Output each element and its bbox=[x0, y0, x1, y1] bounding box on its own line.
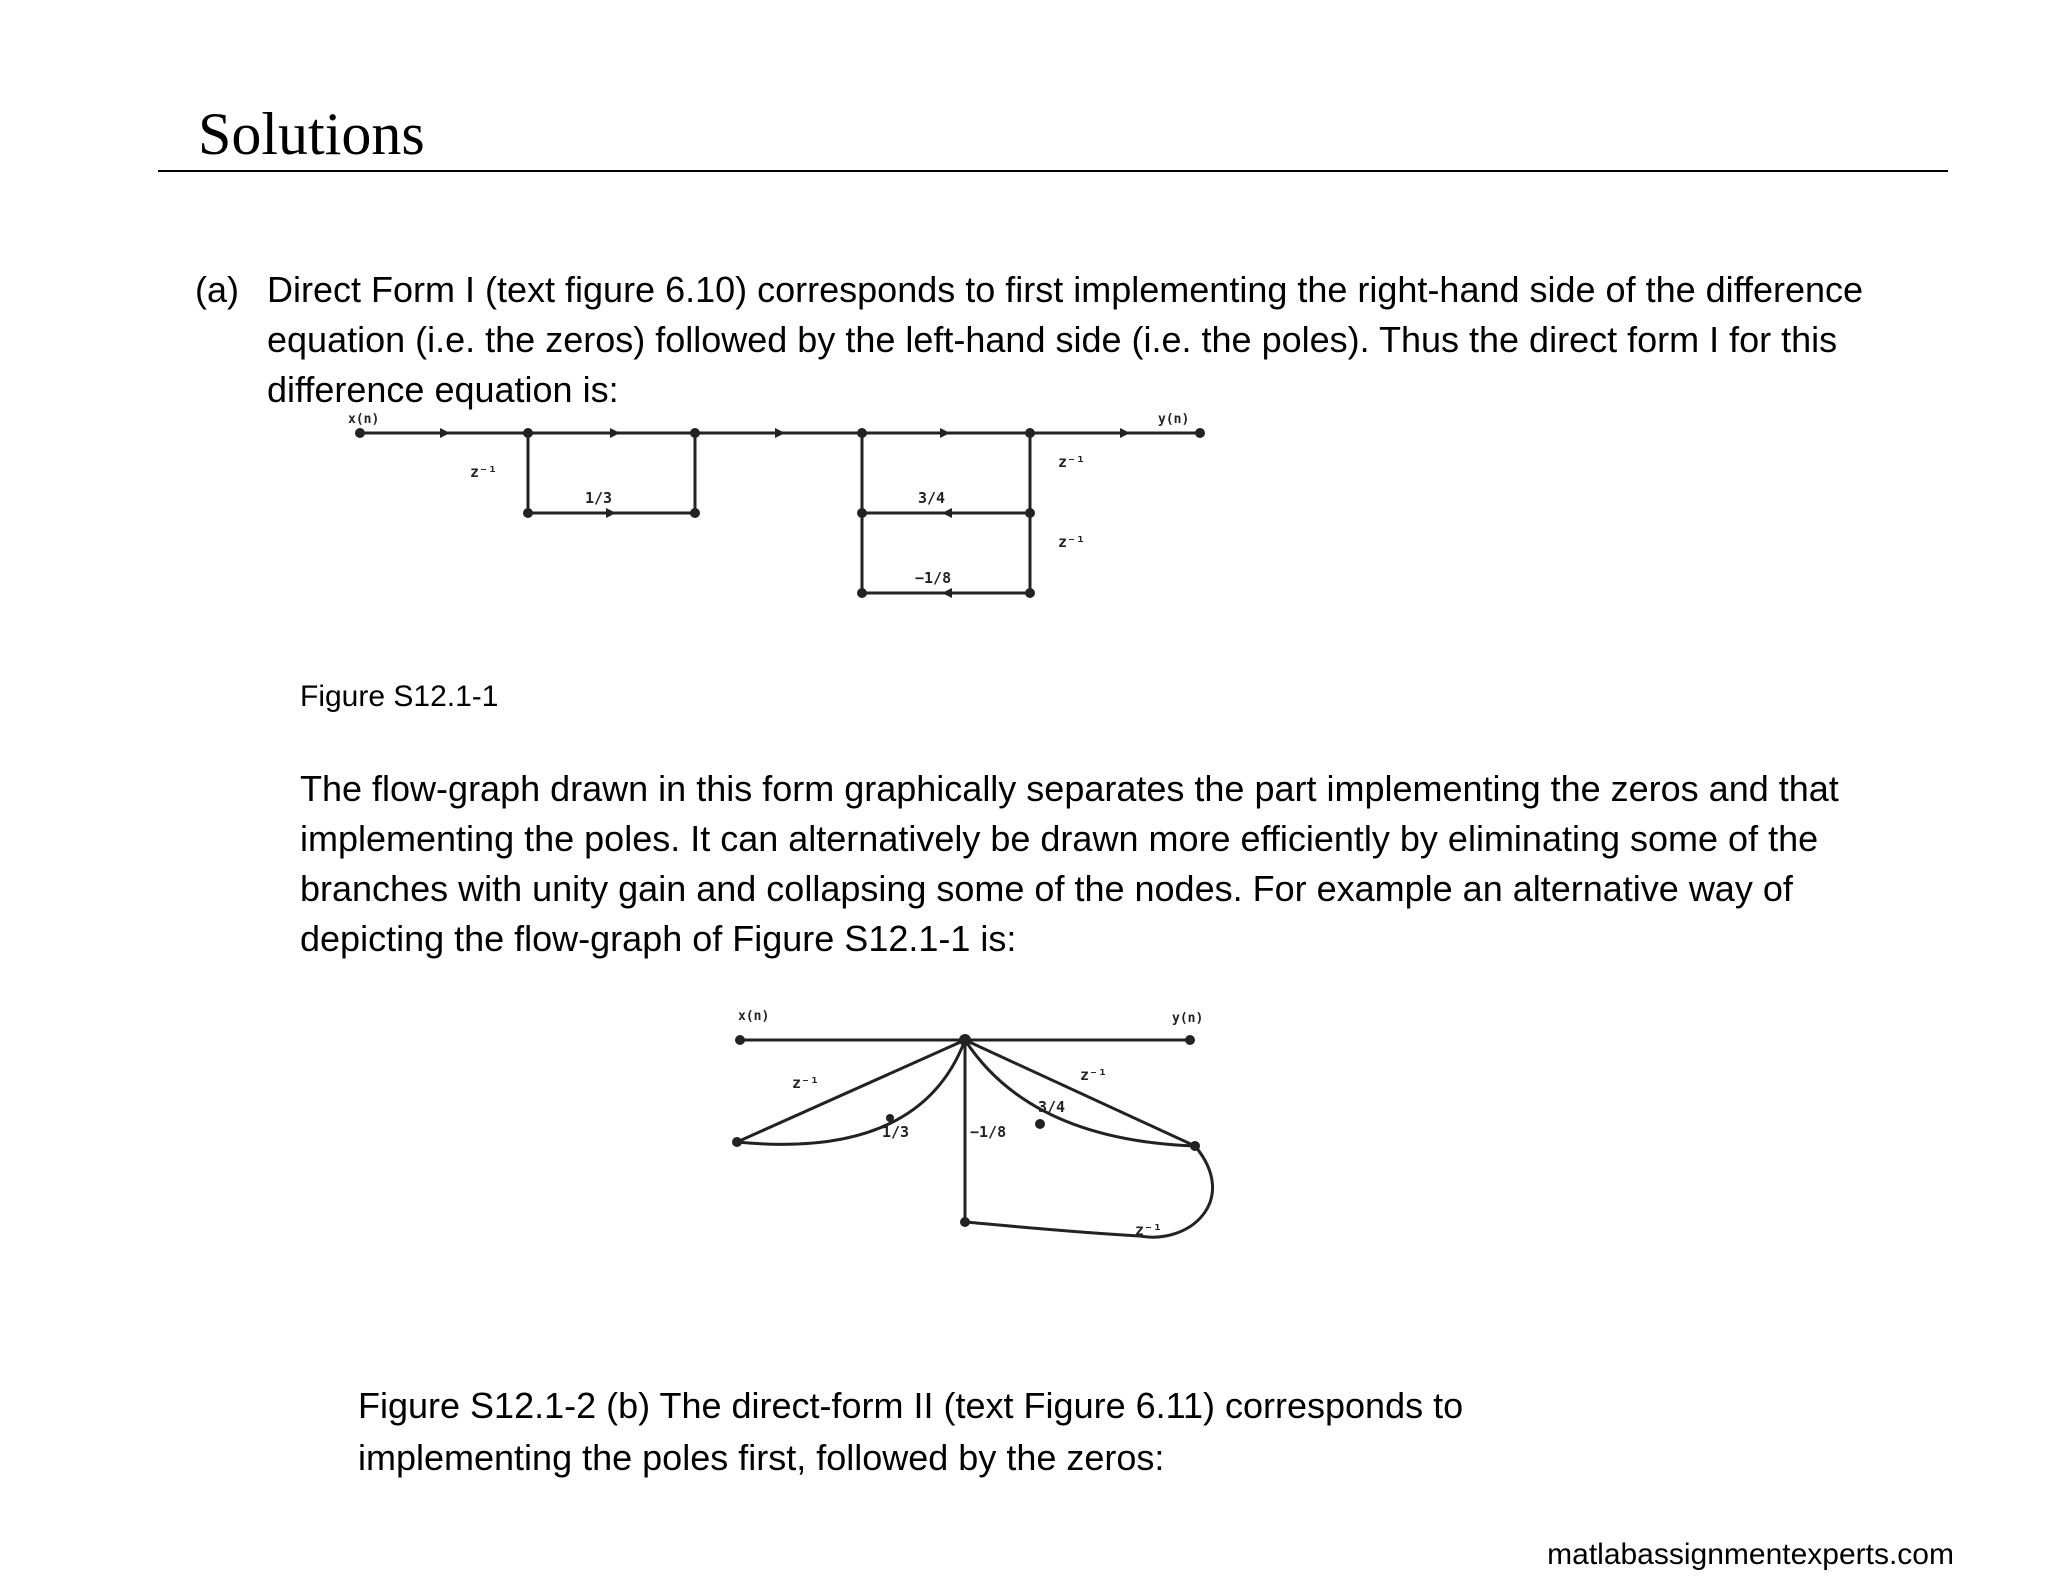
figure-s12-1-1 bbox=[340, 405, 1220, 625]
arrow-marker bbox=[1120, 428, 1130, 438]
node bbox=[690, 428, 700, 438]
arrow-marker bbox=[440, 428, 450, 438]
page-title: Solutions bbox=[198, 101, 425, 167]
node-output bbox=[1195, 428, 1205, 438]
arrow-marker bbox=[942, 508, 952, 518]
paragraph-c: Figure S12.1-2 (b) The direct-form II (text Figure 6.11) corresponds to implementing the poles first, followed by the zeros: bbox=[358, 1385, 1464, 1478]
node-input bbox=[355, 428, 365, 438]
node bbox=[1025, 428, 1035, 438]
node bbox=[732, 1137, 742, 1147]
node bbox=[1025, 508, 1035, 518]
item-label-a: (a) bbox=[195, 269, 239, 310]
arrow-marker bbox=[940, 428, 950, 438]
delay-right-label: z⁻¹ bbox=[1080, 1066, 1108, 1084]
pole-gain-1-label: 3/4 bbox=[918, 489, 946, 507]
node bbox=[523, 428, 533, 438]
output-label: y(n) bbox=[1158, 412, 1190, 427]
node bbox=[1035, 1119, 1045, 1129]
paragraph-a bbox=[195, 265, 1915, 415]
paragraph-b: The flow-graph drawn in this form graphically separates the part implementing the zeros and that implementing the poles. It can alternatively be drawn more efficiently by eliminating some of the branches with unity gain and collapsing some of the nodes. For example an alternative way of depicting the flow-graph of Figure S12.1-1 is: bbox=[300, 768, 1839, 959]
pole-gain-2-label: −1/8 bbox=[915, 569, 952, 587]
figure-caption-1: Figure S12.1-1 bbox=[300, 680, 499, 713]
zero-gain-label: 1/3 bbox=[585, 489, 613, 507]
node bbox=[886, 1114, 894, 1122]
bottom-delay-branch bbox=[965, 1146, 1213, 1237]
node bbox=[690, 508, 700, 518]
node bbox=[1190, 1141, 1200, 1151]
node bbox=[523, 508, 533, 518]
node bbox=[857, 428, 867, 438]
footer-site-name: matlabassignmentexperts.com bbox=[1547, 1538, 1954, 1571]
zero-delay-label: z⁻¹ bbox=[470, 463, 498, 481]
node-input bbox=[735, 1035, 745, 1045]
node-output bbox=[1185, 1035, 1195, 1045]
input-label: x(n) bbox=[738, 1009, 770, 1024]
gain-3-4-label: 3/4 bbox=[1038, 1098, 1066, 1116]
arrow-marker bbox=[942, 588, 952, 598]
gain-neg-1-8-label: −1/8 bbox=[970, 1123, 1007, 1141]
arrow-marker bbox=[606, 508, 616, 518]
node bbox=[857, 508, 867, 518]
arrow-marker bbox=[775, 428, 785, 438]
node-center bbox=[959, 1034, 971, 1046]
pole-delay-2-label: z⁻¹ bbox=[1058, 533, 1086, 551]
figure-s12-1-2 bbox=[720, 1000, 1260, 1260]
output-label: y(n) bbox=[1172, 1011, 1204, 1026]
pole-delay-1-label: z⁻¹ bbox=[1058, 453, 1086, 471]
title-rule bbox=[158, 170, 1948, 172]
delay-left-label: z⁻¹ bbox=[792, 1074, 820, 1092]
node bbox=[960, 1217, 970, 1227]
gain-1-3-label: 1/3 bbox=[882, 1123, 910, 1141]
paragraph-a-text: Direct Form I (text figure 6.10) corresponds to first implementing the right-hand side of the difference equation (i.e. the zeros) followed by the left-hand side (i.e. the poles). Thus the direct form I for this difference equation is: bbox=[267, 269, 1864, 410]
delay-bottom-label: z⁻¹ bbox=[1135, 1221, 1163, 1239]
node bbox=[1025, 588, 1035, 598]
left-delay-branch bbox=[737, 1040, 965, 1142]
arrow-marker bbox=[610, 428, 620, 438]
input-label: x(n) bbox=[348, 412, 380, 427]
node bbox=[857, 588, 867, 598]
